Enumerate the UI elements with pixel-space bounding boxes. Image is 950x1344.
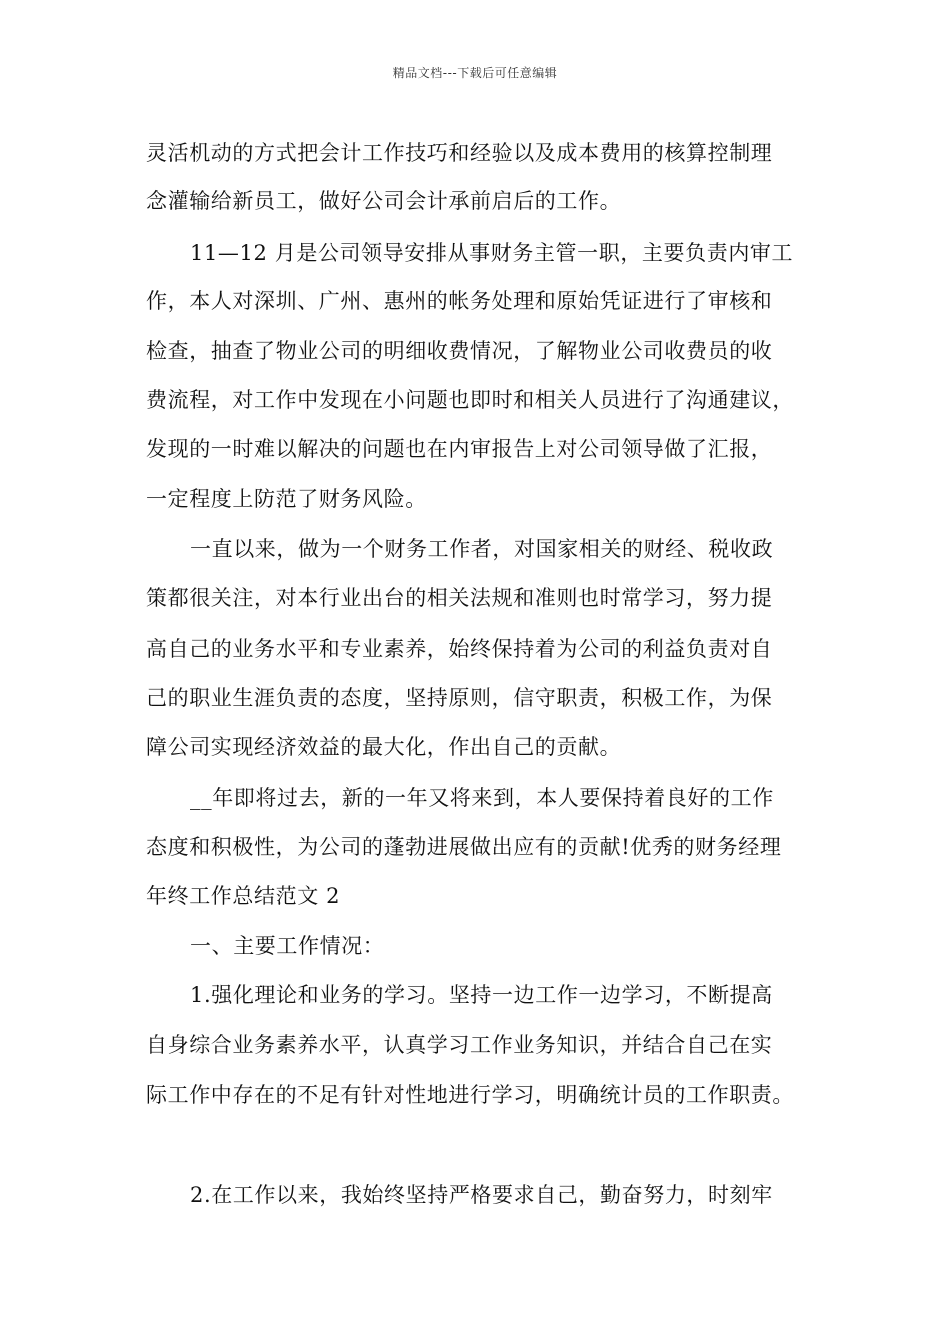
text-line: 作，本人对深圳、广州、惠州的帐务处理和原始凭证进行了审核和 — [146, 289, 773, 313]
text-line: 检查，抽查了物业公司的明细收费情况，了解物业公司收费员的收 — [146, 339, 773, 363]
text-line: 灵活机动的方式把会计工作技巧和经验以及成本费用的核算控制理 — [146, 141, 773, 165]
text-line: 1.强化理论和业务的学习。坚持一边工作一边学习，不断提高 — [190, 983, 773, 1007]
text-line: 一定程度上防范了财务风险。 — [146, 487, 427, 511]
text-line: 高自己的业务水平和专业素养，始终保持着为公司的利益负责对自 — [146, 637, 773, 661]
text-line: 己的职业生涯负责的态度，坚持原则，信守职责，积极工作，为保 — [146, 686, 773, 710]
text-line: __年即将过去，新的一年又将来到，本人要保持着良好的工作 — [190, 786, 774, 810]
text-line: 策都很关注，对本行业出台的相关法规和准则也时常学习，努力提 — [146, 586, 773, 610]
page-header: 精品文档---下载后可任意编辑 — [392, 66, 558, 80]
text-line: 障公司实现经济效益的最大化，作出自己的贡献。 — [146, 735, 622, 759]
text-line: 2.在工作以来，我始终坚持严格要求自己，勤奋努力，时刻牢 — [190, 1183, 773, 1207]
text-line: 一直以来，做为一个财务工作者，对国家相关的财经、税收政 — [190, 537, 774, 561]
text-line: 费流程，对工作中发现在小问题也即时和相关人员进行了沟通建议， — [146, 388, 794, 412]
text-line: 11—12 月是公司领导安排从事财务主管一职，主要负责内审工 — [190, 241, 794, 265]
text-line: 年终工作总结范文 2 — [146, 884, 341, 908]
text-line: 自身综合业务素养水平，认真学习工作业务知识，并结合自己在实 — [146, 1033, 773, 1057]
text-line: 发现的一时难以解决的问题也在内审报告上对公司领导做了汇报， — [146, 437, 773, 461]
text-line: 态度和积极性，为公司的蓬勃进展做出应有的贡献!优秀的财务经理 — [146, 835, 782, 859]
text-line: 念灌输给新员工，做好公司会计承前启后的工作。 — [146, 189, 622, 213]
text-line: 际工作中存在的不足有针对性地进行学习，明确统计员的工作职责。 — [146, 1083, 794, 1107]
section-heading: 一、主要工作情况： — [190, 934, 385, 958]
